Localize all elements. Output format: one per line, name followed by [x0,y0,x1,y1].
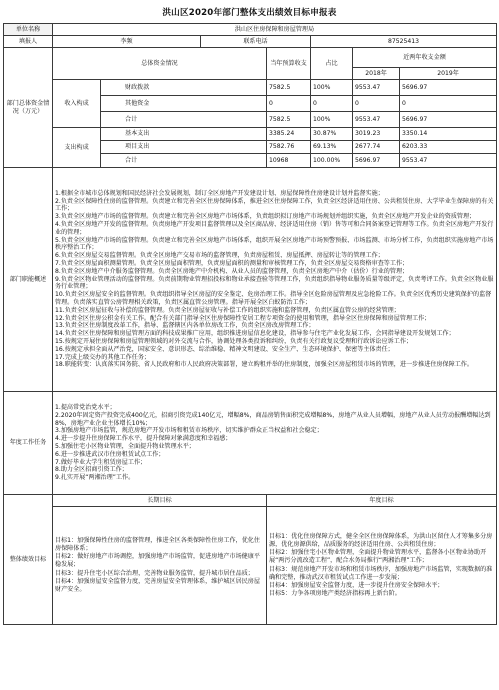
expense-row-current: 7582.76 [267,141,311,154]
duty-item: 5.负责全区房地产市场的监督管理。负责建立和完善全区房地产市场体系，组织开展全区房地产市场预警预报、市场监测、市场分析工作，负责组织实施房地产市场秩序整治工作； [55,236,494,252]
performance-table [3,23,497,625]
duty-item: 3.负责全区房地产市场的监督管理。负责建立和完善全区房地产市场体系，负责组织拟订房地产市场规划并组织实施，负责全区房地产开发企业的资质管理； [55,213,476,221]
funds-ratio-header: 占比 [311,48,353,80]
task-item: 8.助力全区招商引资工作； [55,466,128,474]
expense-row [4,128,497,141]
duty-item: 9.负责全区物业管理活动的监督管理。负责前期物业管理招投标和物业承接查验等管理工作，负责组织指导物业服务质量等级评定，负责考评工作。负责全区物业服务行业管理； [55,275,494,291]
phone-value: 87525413 [311,36,497,48]
duty-item: 11.负责全区房屋征收与补偿的监督管理。负责全区房屋征收与补偿工作的组织实施和监督管理，负责区属直管公房的经营管理； [55,306,400,314]
duty-item: 1.根据全市城市总体规划和国民经济社会发展规划，制订全区房地产开发建设计划、房屋保障性住房建设计划并监督实施； [55,189,384,197]
duties-content [53,168,497,392]
long-goal-item: 目标1：加强保障性住房的监督管理，推进全区各类保障性住房工作，优化住房保障体系； [55,537,260,553]
income-row-label: 其他资金 [101,96,267,112]
task-item: 7.做好毕业大学生租赁房屋工作； [55,458,147,466]
expense-row-label: 项目支出 [101,141,267,154]
expense-row-2018: 3019.23 [353,128,400,141]
annual-goals-header: 年度目标 [267,495,497,507]
income-row-label: 合计 [101,112,267,128]
filler-label: 填报人 [4,36,53,48]
unit-value: 洪山区住房保障和房屋管理局 [53,24,497,36]
income-row-ratio: 100% [311,80,353,96]
task-item: 3.加强房地产市场监管，规范房地产开发市场和租赁市场秩序，切实维护群众正当权益和社会稳定； [55,427,323,435]
annual-goal-item: 目标4：加强房屋安全监督力度，进一步提升住房安全保障水平； [269,581,444,589]
annual-goal-item: 目标3：规范房地产开发市场和租赁市场秩序，加强房地产市场监管，实现数据的准确和完整，推动武汉市租赁试点工作进一步发展； [269,565,493,581]
goals-label: 整体绩效目标 [4,495,53,625]
expense-row-ratio: 100.00% [311,154,353,168]
expense-row-2018: 5696.97 [353,154,400,168]
unit-label: 单位名称 [4,24,53,36]
expense-row-2019: 3350.14 [400,128,497,141]
long-goal-item: 目标2：做好房地产市场调控，加强房地产市场监管，促进房地产市场健康平稳发展； [55,553,260,569]
phone-label: 联系电话 [201,36,311,48]
expense-row-2019: 6203.33 [400,141,497,154]
task-item: 1.提高常党治党水平； [55,404,116,412]
expense-row-ratio: 30.87% [311,128,353,141]
income-row-2019: 5696.97 [400,112,497,128]
duty-item: 14.负责全区住房保障和房屋管理方面的科技成果推广应用，组织推进房屋信息化建设，指导参与住宅产业化发展工作，会同指导建设开发规划工作； [55,330,455,338]
duty-item: 16.按规定承担全面从严治党，国家安全、意识形态、综治维稳、精神文明建设、安全生产、生态环境保护、保密等主体责任； [55,345,394,353]
income-row [4,80,497,96]
long-goals-header: 长期目标 [53,495,267,507]
annual-goal-item: 目标5：力争各项房地产类经济指标再上新台阶。 [269,589,401,597]
income-row-2018: 9553.47 [353,80,400,96]
expense-row-2019: 9553.47 [400,154,497,168]
duties-label: 部门职能概述 [4,168,53,392]
task-item: 6.进一步推进武汉市住房租赁试点工作； [55,450,165,458]
income-row-current: 0 [267,96,311,112]
income-row-2018: 0 [353,96,400,112]
task-item: 4.进一步提升住房保障工作水平，提升保障对象满意度和幸福感； [55,435,232,443]
expense-row-ratio: 69.13% [311,141,353,154]
duty-item: 8.负责全区房地产中介服务监督管理。负责全区房地产中介机构、从业人员的监督管理，负责全区房地产中介（估价）行业的管理； [55,267,409,275]
annual-tasks-content [53,392,497,495]
duty-item: 15.按规定开展住房保障和房屋管理领域的对外交流与合作，协调处理各类投诉和纠纷，负责有关行政复议受理和行政诉讼应诉工作； [55,337,413,345]
duty-item: 13.负责全区住房制度改革工作，指导、监督辖区内各单位房改工作，负责全区房改房管理工作； [55,322,315,330]
income-label: 收入构成 [53,80,101,128]
expense-row-2018: 2677.74 [353,141,400,154]
filler-name: 李频 [53,36,201,48]
funds-overall-header: 总体资金情况 [53,48,267,80]
annual-goals-content [267,507,497,625]
income-row-2019: 0 [400,96,497,112]
annual-goal-item: 目标2：加强住宅小区物业管理，全面提升物业管理水平，监督各小区物业协助开展“两污分流改造工程”，配合水务局推行“两湘治理”工作； [269,549,487,565]
expense-row-current: 3385.24 [267,128,311,141]
expense-label: 支出构成 [53,128,101,168]
duty-item: 2.负责全区保障性住房的监督管理。负责建立和完善全区住房保障体系，推进全区住房保障工作，负责全区经济适用住房、公共租赁住房、大学毕业生保障房的有关工作； [55,197,494,213]
expense-row-label: 基本支出 [101,128,267,141]
funds-history-header: 近两年收支金额 [353,48,497,68]
duty-item: 17.完成上级交办的其他工作任务； [55,353,151,361]
duty-item: 4.负责全区房地产开发的监督管理。负责房地产开发项目监督管理以及全区商品房、经济适用住房（销）售等可和合同备案登记管理等工作。负责全区房地产开发行业的管理； [55,221,494,236]
task-item: 9.扎实开展“两湘治理”工作。 [55,474,135,482]
report-title: 洪山区2020年部门整体支出绩效目标申报表 [162,8,337,18]
income-row-current: 7582.5 [267,112,311,128]
duty-item: 18.职能转变：认真落实国务院、省人民政府和市人民政府决策部署，建立购租并举的住房制度，加强全区房屋租赁市场的管理，进一步推进住房保障工作。 [55,361,473,369]
funds-2019-header: 2019年 [400,68,497,80]
funds-section-label: 部门总体资金情况（万元） [4,48,53,168]
income-row-2019: 5696.97 [400,80,497,96]
income-row-ratio: 0 [311,96,353,112]
annual-goal-item: 目标1：优化住房保障方式，健全全区住房保障体系，为洪山区留住人才筹集多分房源，优化房源供给，品质服务的经济适用住房、公共租赁住房； [269,533,493,549]
expense-row-label: 合计 [101,154,267,168]
long-goal-item: 目标4：加强房屋安全监督力度，完善房屋安全管理体系，维护城区居民房屋财产安全。 [55,577,260,593]
duty-item: 7.负责全区房屋面积测量管理。负责全区房屋面积管理，负责房屋面积的测量和审核管理工作，负责全区房屋交易资格审查等工作； [55,260,409,267]
income-row-label: 财政拨款 [101,80,267,96]
duty-item: 12.负责全区住房公积金有关工作。配合有关部门指导全区住房保障性安居工程专项资金的使用和管理，指导全区住房保障和房屋管理工作； [55,314,431,322]
task-item: 2.2020年固定资产投资完成400亿元，招商引资完成140亿元，增幅8%，商品房销售面积完成增幅8%，房地产从业人员增幅，房地产从业人员劳动报酬增幅达到8%，房地产业企业主体增长10%； [55,411,491,427]
duty-item: 10.负责全区房屋安全的监督管理。负责组织指导全区房屋的安全鉴定、危房治理工作。指导全区危险房屋管理及应急抢险工作。负责全区优秀历史建筑保护的监督管理。负责落实直管公房管理相关政策，负责区属直管公房管理。指导开展全区白蚁防治工作； [55,291,492,306]
funds-current-header: 当年预算收支 [267,48,311,80]
annual-tasks-label: 年度工作任务 [4,392,53,495]
long-goal-item: 目标3：提升住宅小区综合治理，完善物业服务监管，提升城市居住品质； [55,569,254,577]
long-goals-content [53,507,267,625]
duty-item: 6.负责全区房屋交易监督管理。负责全区房地产交易市场的监督管理，负责房屋租赁、房屋抵押、房屋转让等的管理工作； [55,252,384,260]
income-row-current: 7582.5 [267,80,311,96]
expense-row-current: 10968 [267,154,311,168]
funds-2018-header: 2018年 [353,68,400,80]
income-row-2018: 9553.47 [353,112,400,128]
income-row-ratio: 100% [311,112,353,128]
task-item: 5.加强住宅小区物业管理，全面提升物业管理水平； [55,443,195,450]
